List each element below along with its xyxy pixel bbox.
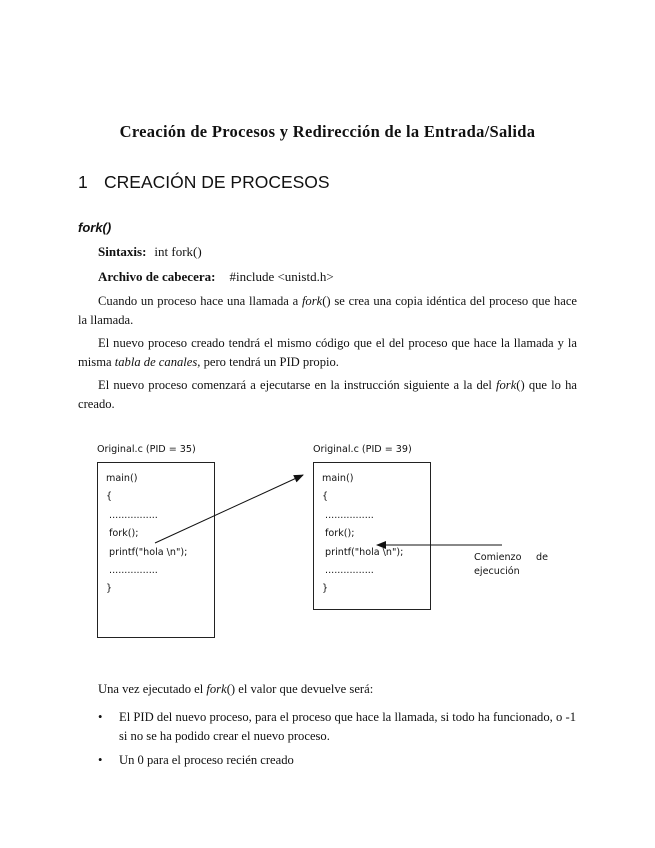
paragraph-1-text-b: () se crea una copia idéntica del proceso que hace la llamada. [78, 294, 577, 327]
code-line: printf("hola \n"); [106, 546, 188, 558]
note-word-2: de [536, 552, 548, 563]
paragraph-1-text-a: Cuando un proceso hace una llamada a [98, 294, 302, 308]
code-line: { [106, 491, 113, 503]
bullet-icon: • [98, 753, 103, 767]
code-line: ................ [322, 565, 374, 577]
paragraph-3-text-a: El nuevo proceso comenzará a ejecutarse en la instrucción siguiente a la del [98, 378, 496, 392]
code-line: main() [106, 473, 138, 484]
paragraph-1-fork: fork [301, 294, 323, 308]
syntax-label: Sintaxis: [98, 244, 147, 259]
code-line: fork(); [322, 528, 355, 540]
list-item [98, 708, 576, 746]
execution-start-note [474, 550, 548, 566]
paragraph-2-text-b: pero tendrá un PID propio. [200, 355, 339, 369]
code-line: ................ [106, 509, 158, 521]
intro-fork: fork [206, 682, 227, 696]
list-item-text: Un 0 para el proceso recién creado [119, 753, 294, 767]
list-item-text: El PID del nuevo proceso, para el proceso que hace la llamada, si todo ha funcionado, o -1 si no se ha podido crear el nuevo proceso. [119, 710, 576, 743]
bullet-icon: • [98, 710, 103, 724]
code-line: printf("hola \n"); [322, 546, 404, 558]
paragraph-2-italic: tabla de canales, [114, 355, 201, 369]
execution-start-note-line2: ejecución [474, 566, 520, 577]
note-word-1: Comienzo [474, 552, 522, 563]
code-line: fork(); [106, 528, 139, 540]
left-process-label: Original.c (PID = 35) [97, 444, 196, 455]
document-title: Creación de Procesos y Redirección de la Entrada/Salida [119, 122, 536, 141]
paragraph-2-text-a: El nuevo proceso creado tendrá el mismo código que el del proceso que hace la llamada y la misma [78, 336, 577, 369]
code-line: { [322, 491, 329, 503]
code-line: main() [322, 473, 354, 484]
intro-text-b: () el valor que devuelve será: [226, 682, 374, 696]
syntax-value: int fork() [154, 244, 202, 259]
paragraph-3-text-b: () que lo ha creado. [78, 378, 577, 411]
code-line: } [322, 583, 329, 595]
right-process-label: Original.c (PID = 39) [313, 444, 412, 455]
section-title: CREACIÓN DE PROCESOS [104, 172, 330, 192]
fork-copy-arrow [155, 475, 303, 543]
list-item [98, 751, 576, 770]
function-name: fork() [78, 220, 112, 235]
header-file-label: Archivo de cabecera: [98, 269, 216, 284]
section-number: 1 [78, 172, 88, 192]
code-line: ................ [322, 509, 374, 521]
code-line: } [106, 583, 113, 595]
paragraph-3-fork: fork [496, 378, 517, 392]
intro-text-a: Una vez ejecutado el [98, 682, 207, 696]
code-line: ................ [106, 565, 158, 577]
header-file-value: #include <unistd.h> [229, 269, 334, 284]
return-value-intro [98, 682, 373, 697]
